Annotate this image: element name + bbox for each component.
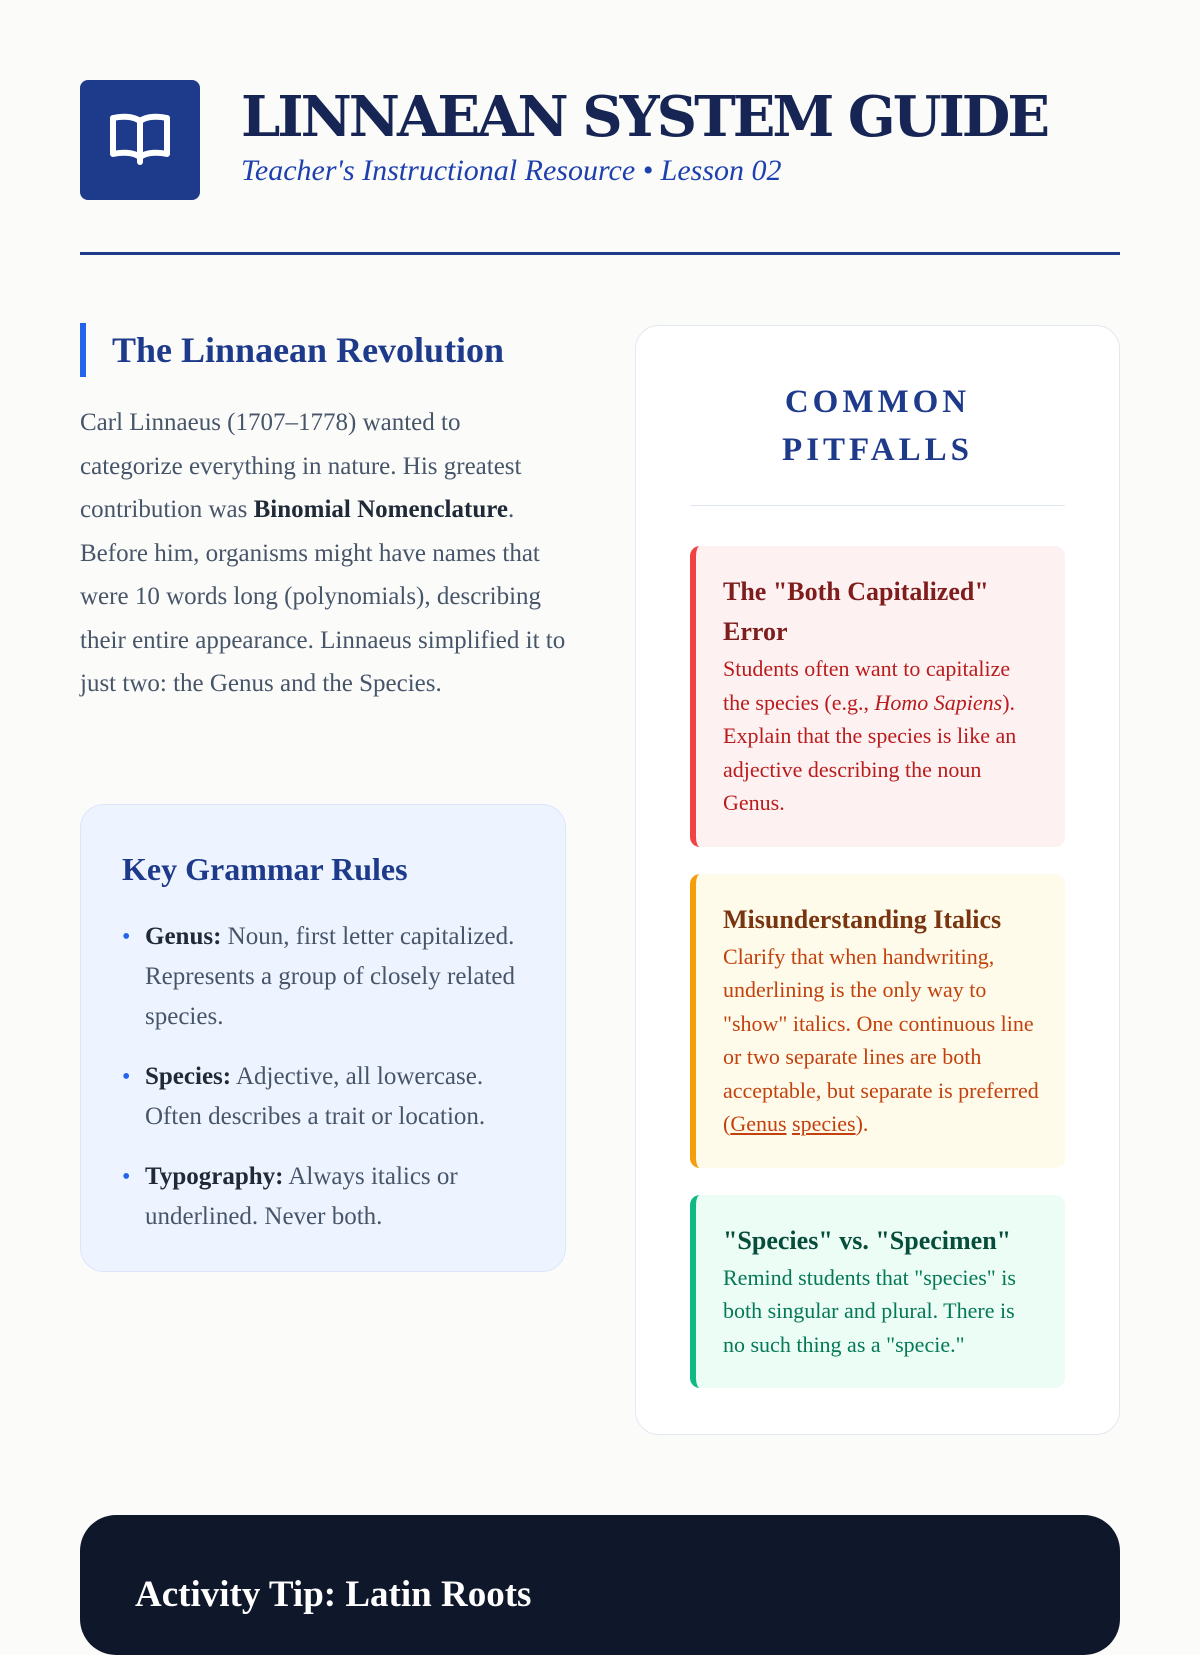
pitfall-card-species-specimen	[690, 1195, 1065, 1389]
pitfall-text	[723, 940, 1041, 1141]
pitfall-text-part-2: ). Explain that the species is like an adjective describing the noun Genus.	[723, 689, 1017, 815]
intro-bold-term: Binomial Nomenclature	[253, 496, 508, 523]
activity-tip-banner	[80, 1515, 1120, 1655]
pitfall-card-capitalization	[690, 546, 1065, 847]
underlined-species: species	[792, 1111, 856, 1136]
intro-text-part-2: . Before him, organisms might have names that were 10 words long (polynomials), describing their entire appearance. Linnaeus simplified it to just two: the Genus and the Species.	[80, 496, 566, 697]
rule-text: Adjective, all lowercase. Often describes a trait or location.	[145, 1063, 486, 1130]
pitfall-text-part-1: Students often want to capitalize the species (e.g.,	[723, 656, 1011, 715]
grammar-rule-genus	[122, 917, 525, 1037]
intro-text-part-1: Carl Linnaeus (1707–1778) wanted to categorize everything in nature. His greatest contribution was	[80, 409, 522, 523]
rule-text: Noun, first letter capitalized. Represents a group of closely related species.	[145, 923, 516, 1030]
pitfall-italic-example: Homo Sapiens	[874, 689, 1003, 715]
activity-tip-title: Activity Tip: Latin Roots	[135, 1574, 532, 1615]
pitfall-text-part-2: ).	[855, 1111, 869, 1136]
underlined-genus: Genus	[730, 1111, 787, 1136]
section-heading: The Linnaean Revolution	[80, 323, 567, 377]
pitfalls-heading: COMMON PITFALLS	[782, 384, 973, 468]
intro-section	[80, 323, 567, 706]
grammar-rule-typography	[122, 1157, 525, 1237]
pitfalls-divider	[690, 505, 1065, 506]
pitfall-card-italics	[690, 874, 1065, 1168]
rule-term: Typography:	[145, 1163, 284, 1190]
pitfall-text-part-1: Clarify that when handwriting, underlining is the only way to "show" italics. One continuous line or two separate lines are both acceptable, but separate is preferred (	[723, 943, 1039, 1136]
rule-term: Genus:	[145, 923, 222, 950]
grammar-rule-list	[122, 917, 525, 1237]
common-pitfalls-panel	[635, 325, 1120, 1435]
grammar-heading: Key Grammar Rules	[122, 851, 408, 887]
page-header	[80, 80, 1120, 256]
pitfall-title: "Species" vs. "Specimen"	[723, 1225, 1012, 1255]
pitfall-title: The "Both Capitalized" Error	[723, 577, 989, 646]
open-book-icon	[108, 110, 172, 171]
rule-text: Always italics or underlined. Never both.	[145, 1163, 458, 1230]
pitfall-text	[723, 652, 1041, 820]
logo	[80, 80, 200, 200]
page-title: LINNAEAN SYSTEM GUIDE	[241, 84, 1048, 150]
grammar-rules-box	[80, 804, 566, 1272]
rule-term: Species:	[145, 1063, 232, 1090]
pitfall-text: Remind students that "species" is both singular and plural. There is no such thing as a "specie."	[723, 1264, 1016, 1357]
header-divider	[80, 252, 1120, 255]
pitfall-title: Misunderstanding Italics	[723, 904, 1002, 934]
intro-paragraph	[80, 401, 567, 706]
page-subtitle: Teacher's Instructional Resource • Lesson 02	[241, 154, 782, 187]
grammar-rule-species	[122, 1057, 525, 1137]
